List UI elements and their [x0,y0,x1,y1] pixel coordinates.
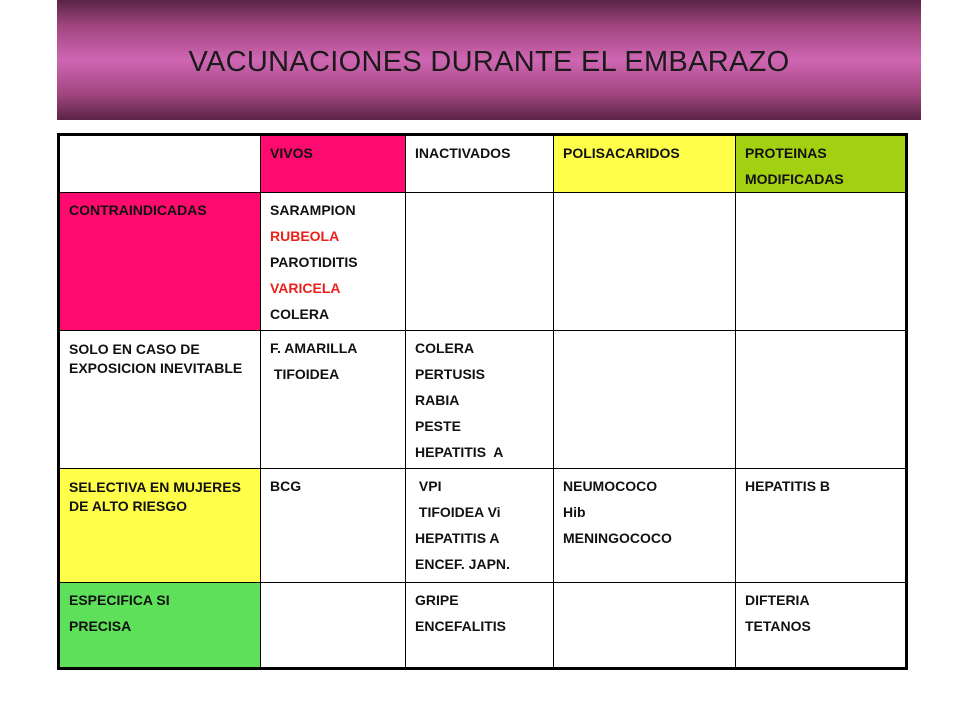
row-label-text: SOLO EN CASO DE EXPOSICION INEVITABLE [69,341,243,376]
vaccine-item: HEPATITIS A [415,444,504,460]
page-title: VACUNACIONES DURANTE EL EMBARAZO [188,45,790,78]
vaccine-item: ENCEFALITIS [415,618,507,634]
vaccine-item: F. AMARILLA [270,340,358,356]
vaccine-item: COLERA [415,340,475,356]
vaccine-item: TETANOS [745,618,811,634]
cell-selectiva-polisacaridos [554,469,736,583]
row-label-especifica [59,583,261,669]
table-row-especifica [59,583,907,669]
row-label-text: CONTRAINDICADAS [69,202,207,218]
vaccine-item: MENINGOCOCO [563,530,672,546]
vaccine-item: DIFTERIA [745,592,810,608]
header-vivos-label: VIVOS [270,145,313,161]
vaccine-item: NEUMOCOCO [563,478,658,494]
header-proteinas-line1: PROTEINAS [745,145,827,161]
cell-exposicion-inactivados [406,331,554,469]
cell-contraindicadas-proteinas [736,193,907,331]
table-header-row [59,135,907,193]
row-label-selectiva [59,469,261,583]
header-proteinas [736,135,907,193]
cell-exposicion-vivos [261,331,406,469]
table-row-selectiva [59,469,907,583]
vaccine-item: HEPATITIS B [745,478,831,494]
cell-selectiva-inactivados [406,469,554,583]
vaccine-item: PAROTIDITIS [270,254,358,270]
cell-exposicion-polisacaridos [554,331,736,469]
cell-especifica-inactivados [406,583,554,669]
cell-especifica-polisacaridos [554,583,736,669]
table-row-exposicion [59,331,907,469]
cell-especifica-vivos [261,583,406,669]
cell-exposicion-proteinas [736,331,907,469]
vaccine-item: VPI [415,478,442,494]
cell-contraindicadas-polisacaridos [554,193,736,331]
header-corner-cell [59,135,261,193]
vaccine-item: ENCEF. JAPN. [415,556,510,572]
vaccine-item: RUBEOLA [270,228,340,244]
row-label-text: SELECTIVA EN MUJERES DE ALTO RIESGO [69,479,241,514]
vaccination-table [57,133,908,670]
vaccine-item: VARICELA [270,280,341,296]
header-proteinas-line2: MODIFICADAS [745,171,844,187]
vaccine-item: SARAMPION [270,202,356,218]
vaccine-item: COLERA [270,306,330,322]
vaccine-item: HEPATITIS A [415,530,500,546]
cell-selectiva-vivos [261,469,406,583]
vaccine-item: RABIA [415,392,460,408]
cell-selectiva-proteinas [736,469,907,583]
row-label-line: PRECISA [69,618,132,634]
vaccine-item: GRIPE [415,592,459,608]
table-row-contraindicadas [59,193,907,331]
header-vivos [261,135,406,193]
header-polisacaridos [554,135,736,193]
cell-contraindicadas-vivos [261,193,406,331]
row-label-line: ESPECIFICA SI [69,592,170,608]
vaccine-item: TIFOIDEA [270,366,340,382]
title-banner [57,0,921,120]
vaccine-item: TIFOIDEA Vi [415,504,501,520]
vaccine-item: Hib [563,504,586,520]
row-label-contraindicadas [59,193,261,331]
cell-contraindicadas-inactivados [406,193,554,331]
header-inactivados-label: INACTIVADOS [415,145,511,161]
cell-especifica-proteinas [736,583,907,669]
row-label-exposicion [59,331,261,469]
vaccine-item: PESTE [415,418,461,434]
header-polisacaridos-label: POLISACARIDOS [563,145,680,161]
vaccine-item: PERTUSIS [415,366,486,382]
header-inactivados [406,135,554,193]
vaccine-item: BCG [270,478,302,494]
